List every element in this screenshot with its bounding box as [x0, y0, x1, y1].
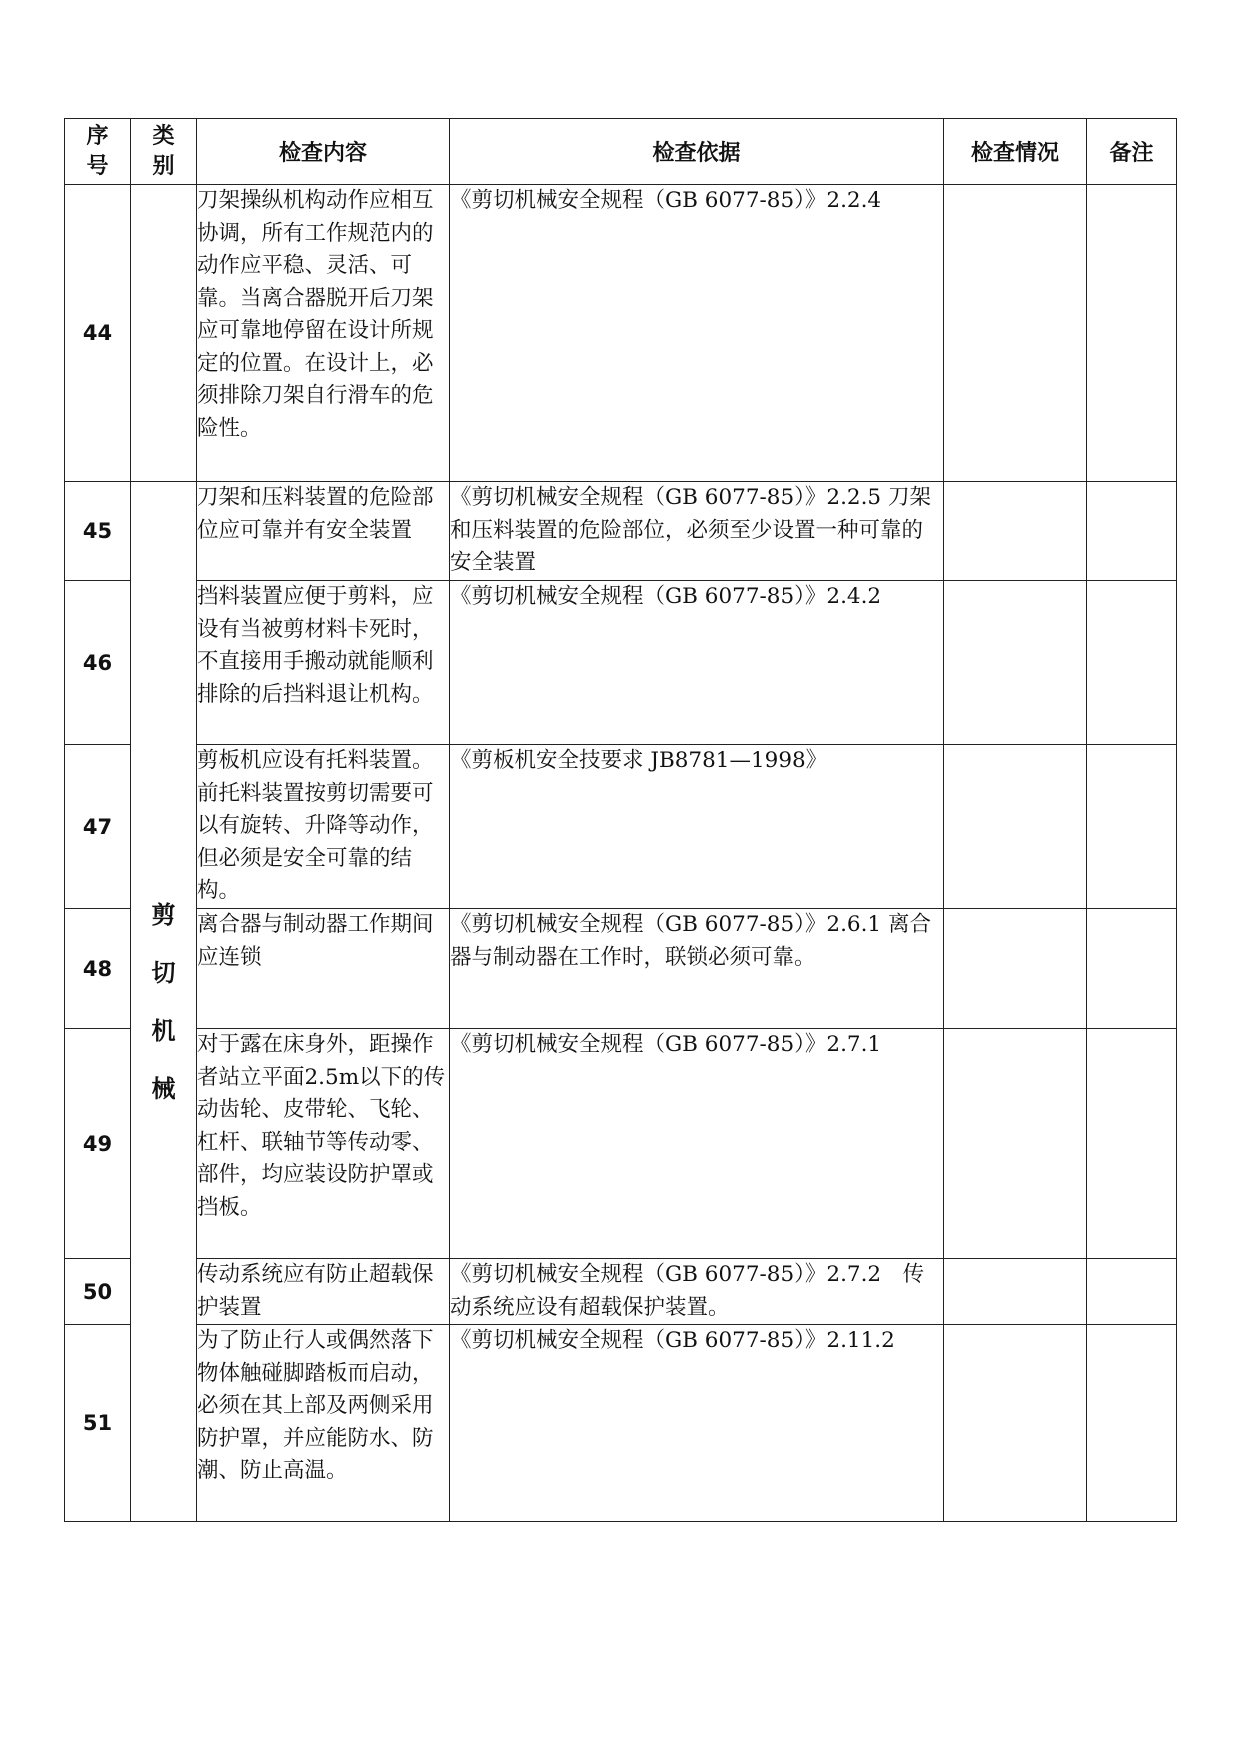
- inspection-table: [64, 118, 1177, 1522]
- check-basis-text: 《剪切机械安全规程（GB 6077-85）》2.6.1 离合器与制动器在工作时，联锁必须可靠。: [450, 912, 931, 970]
- remarks-cell[interactable]: [1087, 745, 1177, 909]
- check-content: [197, 185, 450, 482]
- table-row: [65, 745, 1177, 909]
- check-content: [197, 1029, 450, 1259]
- check-basis-text: 《剪切机械安全规程（GB 6077-85）》2.7.1: [450, 1032, 882, 1057]
- check-status-cell[interactable]: [944, 909, 1087, 1029]
- header-category-label: 类别: [152, 123, 175, 179]
- check-content: [197, 909, 450, 1029]
- row-number: 46: [65, 581, 131, 745]
- check-content-text: 挡料装置应便于剪料，应设有当被剪材料卡死时，不直接用手搬动就能顺利排除的后挡料退让机构。: [197, 584, 434, 707]
- row-number: 49: [65, 1029, 131, 1259]
- table-row: [65, 909, 1177, 1029]
- check-content-text: 传动系统应有防止超载保护装置: [197, 1262, 434, 1320]
- table-row: [65, 1259, 1177, 1325]
- check-content-text: 为了防止行人或偶然落下物体触碰脚踏板而启动，必须在其上部及两侧采用防护罩，并应能防水、防潮、防止高温。: [197, 1328, 434, 1483]
- row-number: 47: [65, 745, 131, 909]
- check-content-text: 剪板机应设有托料装置。前托料装置按剪切需要可以有旋转、升降等动作，但必须是安全可靠的结构。: [197, 748, 434, 903]
- remarks-cell[interactable]: [1087, 1325, 1177, 1522]
- row-number: 50: [65, 1259, 131, 1325]
- check-basis: [450, 482, 944, 581]
- category-label: [152, 886, 176, 1118]
- header-seq: [65, 119, 131, 185]
- header-remarks-label: 备注: [1109, 141, 1154, 166]
- header-seq-label: 序号: [86, 123, 109, 179]
- check-content: [197, 482, 450, 581]
- check-basis-text: 《剪切机械安全规程（GB 6077-85）》2.7.2 传动系统应设有超载保护装置。: [450, 1262, 925, 1320]
- check-content: [197, 581, 450, 745]
- check-basis-text: 《剪切机械安全规程（GB 6077-85）》2.4.2: [450, 584, 882, 609]
- check-basis-text: 《剪切机械安全规程（GB 6077-85）》2.11.2: [450, 1328, 895, 1353]
- remarks-cell[interactable]: [1087, 185, 1177, 482]
- check-content-text: 对于露在床身外，距操作者站立平面2.5m以下的传动齿轮、皮带轮、飞轮、杠杆、联轴节等传动零、部件，均应装设防护罩或挡板。: [197, 1032, 446, 1220]
- header-basis: [450, 119, 944, 185]
- row-number: 48: [65, 909, 131, 1029]
- header-status: [944, 119, 1087, 185]
- category-label-char: 剪: [151, 900, 176, 929]
- check-content-text: 刀架操纵机构动作应相互协调，所有工作规范内的动作应平稳、灵活、可靠。当离合器脱开后刀架应可靠地停留在设计所规定的位置。在设计上，必须排除刀架自行滑车的危险性。: [197, 188, 434, 441]
- check-basis: [450, 185, 944, 482]
- category-label-char: 械: [151, 1074, 176, 1103]
- row-number: 44: [65, 185, 131, 482]
- header-remarks: [1087, 119, 1177, 185]
- check-basis-text: 《剪切机械安全规程（GB 6077-85）》2.2.5 刀架和压料装置的危险部位，必须至少设置一种可靠的安全装置: [450, 485, 931, 575]
- remarks-cell[interactable]: [1087, 581, 1177, 745]
- check-basis-text: 《剪切机械安全规程（GB 6077-85）》2.2.4: [450, 188, 882, 213]
- table-row: [65, 185, 1177, 482]
- remarks-cell[interactable]: [1087, 909, 1177, 1029]
- category-cell-empty: [131, 185, 197, 482]
- check-basis: [450, 909, 944, 1029]
- remarks-cell[interactable]: [1087, 1259, 1177, 1325]
- header-row: [65, 119, 1177, 185]
- category-label-char: 切: [151, 958, 176, 987]
- row-number: 45: [65, 482, 131, 581]
- remarks-cell[interactable]: [1087, 482, 1177, 581]
- check-basis: [450, 1029, 944, 1259]
- check-basis: [450, 745, 944, 909]
- header-status-label: 检查情况: [970, 141, 1059, 166]
- row-number: 51: [65, 1325, 131, 1522]
- table-row: [65, 1029, 1177, 1259]
- check-status-cell[interactable]: [944, 1029, 1087, 1259]
- table-row: [65, 1325, 1177, 1522]
- header-content-label: 检查内容: [278, 141, 367, 166]
- check-basis: [450, 581, 944, 745]
- check-status-cell[interactable]: [944, 1259, 1087, 1325]
- check-basis: [450, 1259, 944, 1325]
- check-content-text: 刀架和压料装置的危险部位应可靠并有安全装置: [197, 485, 434, 543]
- check-status-cell[interactable]: [944, 482, 1087, 581]
- check-content: [197, 745, 450, 909]
- header-category: [131, 119, 197, 185]
- check-content: [197, 1259, 450, 1325]
- inspection-table-page: [64, 118, 1176, 1522]
- table-row: [65, 482, 1177, 581]
- check-status-cell[interactable]: [944, 1325, 1087, 1522]
- header-content: [197, 119, 450, 185]
- table-row: [65, 581, 1177, 745]
- header-basis-label: 检查依据: [652, 141, 741, 166]
- check-content-text: 离合器与制动器工作期间应连锁: [197, 912, 434, 970]
- category-label-char: 机: [151, 1016, 176, 1045]
- category-cell: [131, 482, 197, 1522]
- check-status-cell[interactable]: [944, 581, 1087, 745]
- remarks-cell[interactable]: [1087, 1029, 1177, 1259]
- check-content: [197, 1325, 450, 1522]
- check-basis-text: 《剪板机安全技要求 JB8781—1998》: [450, 748, 828, 773]
- check-status-cell[interactable]: [944, 185, 1087, 482]
- check-status-cell[interactable]: [944, 745, 1087, 909]
- check-basis: [450, 1325, 944, 1522]
